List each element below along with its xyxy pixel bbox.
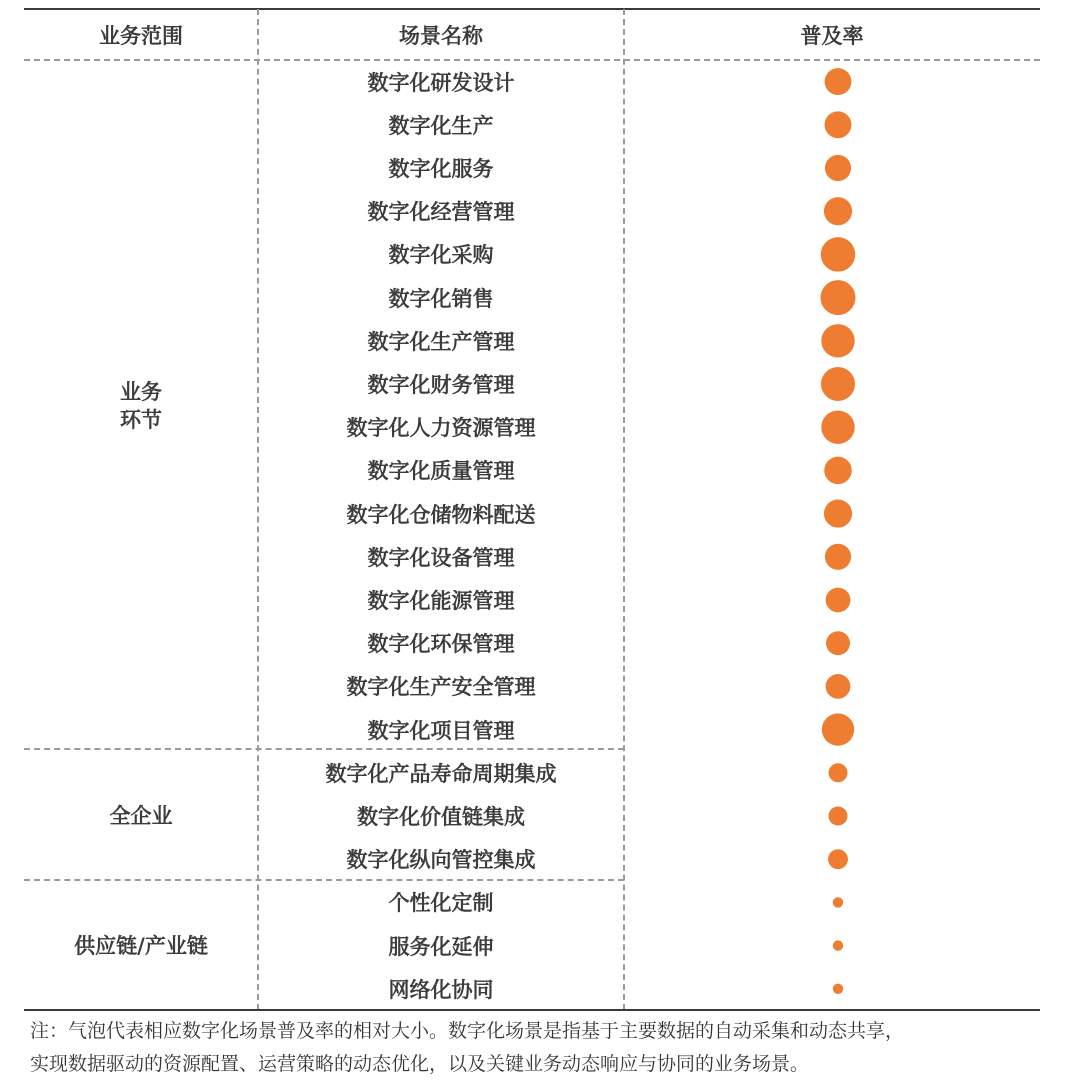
bubble [821,410,854,443]
group-label: 全企业 [109,803,173,828]
bubble [824,457,852,485]
bubble [829,763,848,782]
scene-label: 数字化生产 [388,113,494,138]
scene-label: 数字化项目管理 [367,718,515,743]
bubble [826,588,851,613]
scene-label: 数字化服务 [388,156,494,181]
bubble [825,111,852,138]
bubble [826,674,851,699]
scene-label: 数字化生产管理 [367,329,515,354]
bubble [821,367,855,401]
scene-label: 数字化研发设计 [367,70,515,95]
header-scene-name: 场景名称 [399,24,483,48]
bubble [825,68,852,95]
bubble [826,631,850,655]
scene-label: 数字化仓储物料配送 [346,502,536,527]
scene-label: 数字化经营管理 [367,200,515,225]
bubble [829,807,848,826]
scene-label: 数字化采购 [388,243,494,268]
footnote-line-2: 实现数据驱动的资源配置、运营策略的动态优化，以及关键业务动态响应与协同的业务场景。 [30,1053,810,1075]
group-label: 供应链/产业链 [74,933,208,958]
bubble [822,713,854,745]
bubble [833,984,843,994]
scene-label: 网络化协同 [388,977,494,1002]
bubble [821,324,854,357]
bubble-column [624,60,1040,1010]
scene-label: 服务化延伸 [388,934,494,959]
scene-label: 数字化生产安全管理 [346,675,536,700]
scene-label: 数字化销售 [388,286,494,311]
group-label: 业务 环节 [120,379,162,432]
scene-label: 数字化产品寿命周期集成 [325,761,557,786]
bubble [824,197,852,225]
header-scope: 业务范围 [99,24,183,48]
scene-label: 数字化设备管理 [367,545,515,570]
bubble [833,940,843,950]
bubble [833,897,843,907]
bubble [821,280,856,315]
scene-label: 个性化定制 [388,891,494,916]
bubble [825,544,851,570]
scene-label: 数字化能源管理 [367,588,515,613]
bubble [824,500,852,528]
scene-label: 数字化人力资源管理 [346,416,536,441]
footnote-line-1: 注：气泡代表相应数字化场景普及率的相对大小。数字化场景是指基于主要数据的自动采集和动态共享， [30,1020,905,1042]
scene-label: 数字化纵向管控集成 [346,848,536,873]
scene-label: 数字化价值链集成 [357,804,525,829]
header-penetration-rate: 普及率 [800,24,864,48]
scene-label: 数字化财务管理 [367,372,515,397]
scene-label: 数字化环保管理 [367,632,515,657]
bubble [821,237,855,271]
bubble [828,849,848,869]
scene-label: 数字化质量管理 [367,459,515,484]
bubble [825,155,851,181]
